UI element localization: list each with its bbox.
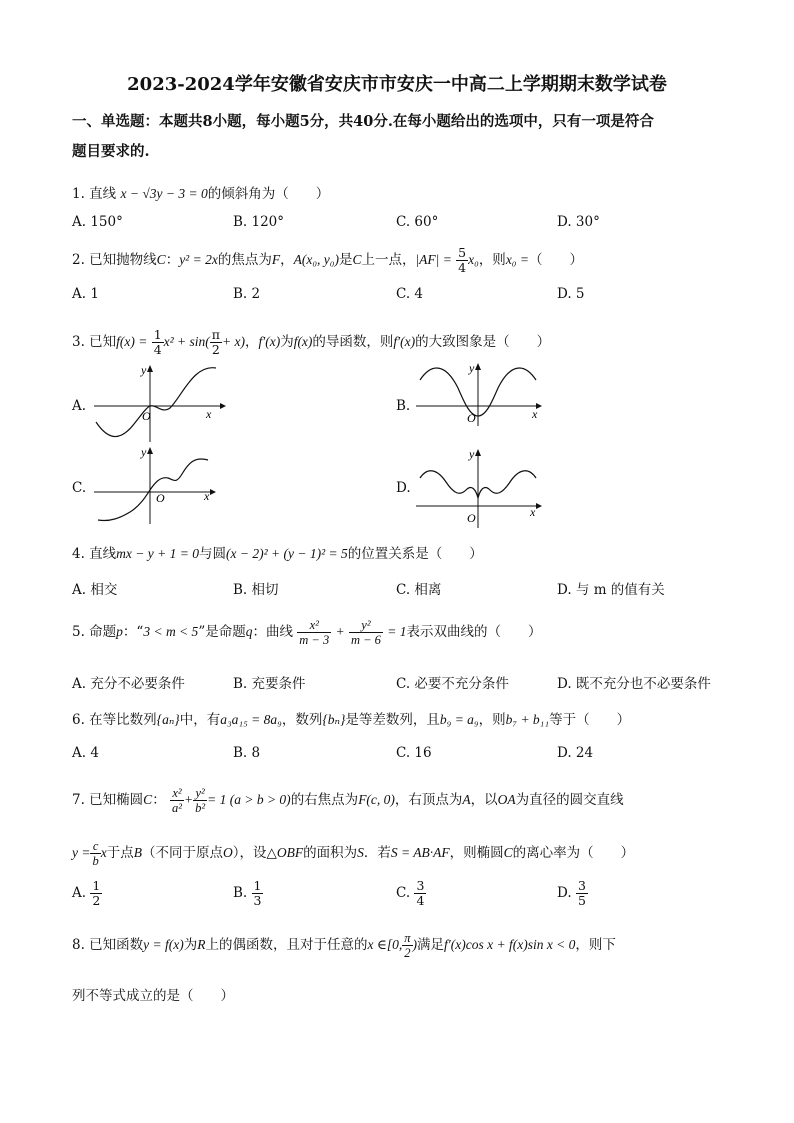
q8-pi-den: 2 [404,946,411,960]
q3c-origin: O [156,491,165,505]
q1-expression: x − √3y − 3 = 0 [120,186,208,201]
q2-paren: （ ） [528,252,583,268]
q3-graph-c[interactable] [90,442,230,527]
q7-b-num: 1 [253,878,262,893]
q3-t3: 的导函数，则 [312,334,394,350]
q1-option-c[interactable]: C. 60° [396,214,439,230]
q3c-y-label: y [141,445,147,459]
q3-frac-quarter [152,328,164,357]
q2-text3: 上一点， [361,252,416,268]
q5-p: p [116,624,123,639]
q7-y-eq: y = [72,845,91,860]
q1-option-d[interactable]: D. 30° [557,214,600,230]
q2-point-A: A(x₀, y₀) [293,252,339,267]
q6-option-d[interactable]: D. 24 [557,745,594,761]
q4-line: mx − y + 1 = 0 [116,546,199,561]
q3d-x-label: x [530,505,536,519]
q2-number: 2. 已知抛物线 [72,252,157,268]
q6-sum: b₇ + b₁₁ [505,712,550,727]
q7-l2-t2: （不同于原点 [141,845,223,861]
q3b-origin: O [467,411,476,425]
q3b-x-label: x [532,407,538,421]
q7-option-d[interactable] [557,876,588,910]
q8-cond: f′(x)cos x + f(x)sin x < 0 [444,937,576,952]
q3d-y-label: y [469,447,475,461]
q3-graph-a[interactable] [90,360,230,445]
q2-F: F [271,252,281,267]
q3-frac-den: 4 [153,342,162,357]
q3-t1: ， [245,334,259,350]
q2-then: ，则 [478,252,506,268]
q6-bn: {bₙ} [322,712,346,727]
q3a-x-label: x [206,407,212,421]
q8-x-in: x ∈ [367,937,387,952]
q2-abs-af: |AF| = [415,252,452,267]
question-8-line2: 列不等式成立的是（ ） [72,988,234,1004]
page-title: 2023-2024学年安徽省安庆市市安庆一中高二上学期期末数学试卷 [127,74,667,95]
q7-b-frac [252,879,264,908]
question-1 [72,182,329,202]
q5-option-c[interactable]: C. 必要不充分条件 [396,676,509,692]
q6-cond: a₃a₁₅ = 8a₉ [220,712,282,727]
q2-parabola: y² = 2x [179,252,218,267]
q7-option-c[interactable] [396,876,426,910]
q5-tail: 表示双曲线的（ ） [406,624,542,640]
q3-option-d-label[interactable]: D. [396,480,411,496]
q7-t4: 为直径的圆交直线 [515,792,624,808]
q3-graph-d[interactable] [412,444,552,530]
q3-fx: f(x) [293,334,313,349]
q8-frac-pi [402,931,412,960]
q5-cond: 3 < m < 5 [143,624,199,639]
q7-S: S [357,845,364,860]
q1-tail: 的倾斜角为（ ） [207,186,330,202]
q3-graph-b[interactable] [412,358,552,428]
q3-option-b-label[interactable]: B. [396,398,411,414]
question-7-line2 [72,836,634,870]
q2-text1: 的焦点为 [217,252,272,268]
q7-t1: 的右焦点为 [290,792,359,808]
q7-c-frac [414,879,426,908]
q5-frac2 [349,618,383,647]
q4-option-d[interactable]: D. 与 m 的值有关 [557,582,665,598]
q2-colon: ： [165,252,180,268]
q5-number: 5. 命题 [72,624,117,640]
q3-pi-den: 2 [211,342,220,357]
q3-mid: x² + sin( [163,334,210,349]
q7-l2-t7: 的离心率为（ ） [512,845,635,861]
q5-option-b[interactable]: B. 充要条件 [233,676,306,692]
q8-number: 8. 已知函数 [72,937,144,953]
q7-frac1 [170,786,184,815]
q2-C: C [156,252,166,267]
q7-B: B [133,845,142,860]
q7-frac2 [193,786,207,815]
q7-b-den: 3 [253,893,262,908]
q6-an: {aₙ} [156,712,180,727]
q3-number: 3. 已知 [72,334,117,350]
q2-frac-num: 5 [458,245,467,260]
question-2 [72,245,583,275]
q7-C2: C [503,845,513,860]
q5-f1-den: m − 3 [299,633,330,647]
q7-c-den: 4 [416,893,425,908]
q2-fraction [456,246,468,275]
q7-O: O [222,845,233,860]
q7-f2-den: b² [195,801,206,815]
q6-option-c[interactable]: C. 16 [396,745,432,761]
q3a-y-label: y [141,363,147,377]
q5-option-d[interactable]: D. 既不充分也不必要条件 [557,676,711,692]
q4-option-c[interactable]: C. 相离 [396,582,442,598]
q5-f1-num: x² [297,618,331,633]
q7-cb-den: b [92,854,99,868]
q7-t3: ，以 [470,792,498,808]
q5-q: q [245,624,253,639]
q7-C: C [143,792,153,807]
q3d-origin: O [467,511,476,525]
q1-number: 1. 直线 [72,186,117,202]
q3-frac-pi [210,328,222,357]
q3-t4: 的大致图象是（ ） [415,334,551,350]
q3-end: + x) [222,334,245,349]
q8-R: R [197,937,206,952]
q7-Fc: F(c, 0) [358,792,395,807]
q8-fx: y = f(x) [143,937,184,952]
q6-number: 6. 在等比数列 [72,712,157,728]
q8-t1: 为 [183,937,198,953]
q3a-origin: O [142,409,151,423]
q7-number: 7. 已知椭圆 [72,792,144,808]
q7-c-num: 3 [416,878,425,893]
q7-l2-t4: 的面积为 [303,845,358,861]
section-header-line1: 一、单选题：本题共8小题，每小题5分，共40分.在每小题给出的选项中，只有一项是符合 [72,113,654,130]
q6-option-a[interactable]: A. 4 [72,745,99,761]
q7-plus: + [183,792,194,807]
q7-d-den: 5 [577,893,586,908]
q3b-y-label: y [469,361,475,375]
q2-option-c[interactable]: C. 4 [396,286,424,302]
q7-l2-t3: ），设 [232,845,267,861]
q2-C2: C [352,252,362,267]
q4-tail: 的位置关系是（ ） [347,546,483,562]
q7-d-frac [576,879,588,908]
question-6 [72,708,630,728]
q2-option-a[interactable]: A. 1 [72,286,99,302]
section-header-line2: 题目要求的. [72,143,150,160]
q7-a-den: 2 [92,893,101,908]
question-8-line1 [72,928,616,962]
q7-cb-num: c [90,839,100,854]
q5-option-a[interactable]: A. 充分不必要条件 [72,676,185,692]
q7-option-a[interactable] [72,876,102,910]
q4-circle: (x − 2)² + (y − 1)² = 5 [226,546,348,561]
question-5 [72,615,541,649]
q5-t2: ”是命题 [198,624,246,640]
q6-t2: ，数列 [281,712,323,728]
q8-pi-num: π [404,931,411,945]
q2-option-d[interactable]: D. 5 [557,286,585,302]
q3c-x-label: x [204,489,210,503]
q7-l2-t1: 于点 [106,845,134,861]
q2-x0-eq: x₀ = [505,252,529,267]
q1-option-b[interactable]: B. 120° [233,214,285,230]
q2-text2: 是 [338,252,353,268]
q7-f2-num: y² [193,786,207,801]
q3-fprime: f′(x) [258,334,281,349]
q6-option-b[interactable]: B. 8 [233,745,261,761]
q5-plus: + [335,624,345,639]
q5-t3: ：曲线 [252,624,293,640]
q7-triangle: △OBF [266,845,304,860]
q3-option-a-label[interactable]: A. [72,398,87,414]
q7-eq: = 1 (a > b > 0) [207,792,291,807]
q6-t3: 是等差数列，且 [345,712,440,728]
q6-t5: 等于（ ） [549,712,631,728]
q8-t3: 满足 [417,937,445,953]
q7-l2-t6: ，则椭圆 [449,845,504,861]
question-3 [72,326,550,358]
q7-f1-den: a² [171,801,182,815]
q8-interval-left: [0, [386,937,403,952]
q7-option-b[interactable] [233,876,263,910]
q7-x: x [100,845,107,860]
q4-number: 4. 直线 [72,546,117,562]
q4-option-b[interactable]: B. 相切 [233,582,279,598]
q7-c-label: C. [396,885,411,901]
q6-t1: 中，有 [179,712,221,728]
q7-colon: ： [152,792,166,808]
q4-mid: 与圆 [199,546,226,562]
q7-l2-t5: ．若 [363,845,391,861]
q5-f2-num: y² [349,618,383,633]
q6-t4: ，则 [478,712,506,728]
q3-option-c-label[interactable]: C. [72,480,87,496]
q7-b-label: B. [233,885,248,901]
q5-t1: ：“ [122,624,144,640]
q8-interval-right: ) [412,937,418,952]
q5-f2-den: m − 6 [350,633,381,647]
q7-a-label: A. [72,885,87,901]
q7-f1-num: x² [170,786,184,801]
q2-frac-den: 4 [458,260,467,275]
q7-t2: ，右顶点为 [394,792,463,808]
q7-a-frac [90,879,102,908]
question-4 [72,542,483,562]
q7-a-num: 1 [92,878,101,893]
q7-d-label: D. [557,885,572,901]
q3-f-def: f(x) = [116,334,148,349]
q7-cond: S = AB·AF [390,845,450,860]
q5-frac1 [297,618,331,647]
q5-eq: = 1 [387,624,407,639]
q2-option-b[interactable]: B. 2 [233,286,261,302]
q3-frac-num: 1 [153,327,162,342]
q3-t2: 为 [280,334,294,350]
q8-t2: 上的偶函数，且对于任意的 [205,937,368,953]
question-7-line1 [72,782,624,818]
q7-OA: OA [497,792,516,807]
q3-pi-num: π [211,327,221,342]
q1-option-a[interactable]: A. 150° [72,214,123,230]
q6-cond2: b₉ = a₉ [439,712,479,727]
q4-option-a[interactable]: A. 相交 [72,582,118,598]
q8-t4: ，则下 [575,937,616,953]
q7-A: A [462,792,471,807]
q2-x0: x₀ [468,252,479,267]
q7-d-num: 3 [577,878,586,893]
q7-frac-cb [90,839,100,868]
q3-fprime2: f′(x) [393,334,416,349]
q2-comma: ， [280,252,294,268]
